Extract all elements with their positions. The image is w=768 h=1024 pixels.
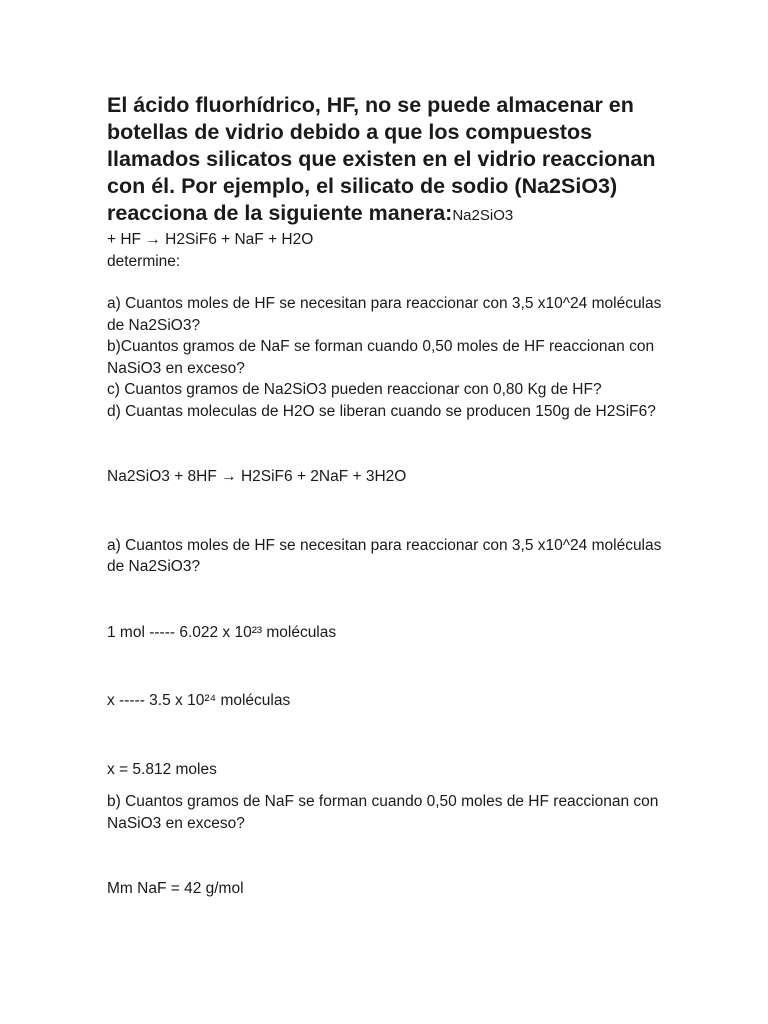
problem-statement	[107, 92, 667, 229]
part-b-question: b) Cuantos gramos de NaF se forman cuando 0,50 moles de HF reaccionan con NaSiO3 en exceso?	[107, 793, 659, 832]
problem-statement-bold: El ácido fluorhídrico, HF, no se puede almacenar en botellas de vidrio debido a que los compuestos llamados silicatos que existen en el vidrio reaccionan con él. Por ejemplo, el silicato de sodio (Na2SiO3) reacciona de la siguiente manera:	[107, 93, 656, 225]
part-a-result: x = 5.812 moles	[107, 760, 217, 778]
part-a-ratio-2: x ----- 3.5 x 10²⁴ moléculas	[107, 692, 291, 709]
spacer	[107, 712, 667, 759]
part-b-molar-mass: Mm NaF = 42 g/mol	[107, 880, 244, 897]
balanced-equation: Na2SiO3 + 8HF → H2SiF6 + 2NaF + 3H2O	[107, 468, 407, 485]
question-a: a) Cuantos moles de HF se necesitan para reaccionar con 3,5 x10^24 moléculas de Na2SiO3?	[107, 295, 662, 334]
question-d: d) Cuantas moleculas de H2O se liberan cuando se producen 150g de H2SiF6?	[107, 402, 656, 420]
spacer	[107, 780, 667, 791]
inline-equation-start: Na2SiO3	[452, 207, 514, 224]
spacer	[107, 834, 667, 878]
part-a-question: a) Cuantos moles de HF se necesitan para reaccionar con 3,5 x10^24 moléculas de Na2SiO3?	[107, 536, 662, 575]
spacer	[107, 422, 667, 466]
question-c: c) Cuantos gramos de Na2SiO3 pueden reaccionar con 0,80 Kg de HF?	[107, 381, 602, 398]
spacer	[107, 643, 667, 690]
determine-label: determine:	[107, 252, 181, 270]
spacer	[107, 272, 667, 293]
spacer	[107, 488, 667, 535]
spacer	[107, 578, 667, 622]
equation-continuation: + HF → H2SiF6 + NaF + H2O	[107, 231, 314, 248]
question-b: b)Cuantos gramos de NaF se forman cuando 0,50 moles de HF reaccionan con NaSiO3 en exceso?	[107, 338, 655, 377]
part-a-ratio-1: 1 mol ----- 6.022 x 10²³ moléculas	[107, 623, 337, 641]
document-page	[107, 92, 667, 900]
